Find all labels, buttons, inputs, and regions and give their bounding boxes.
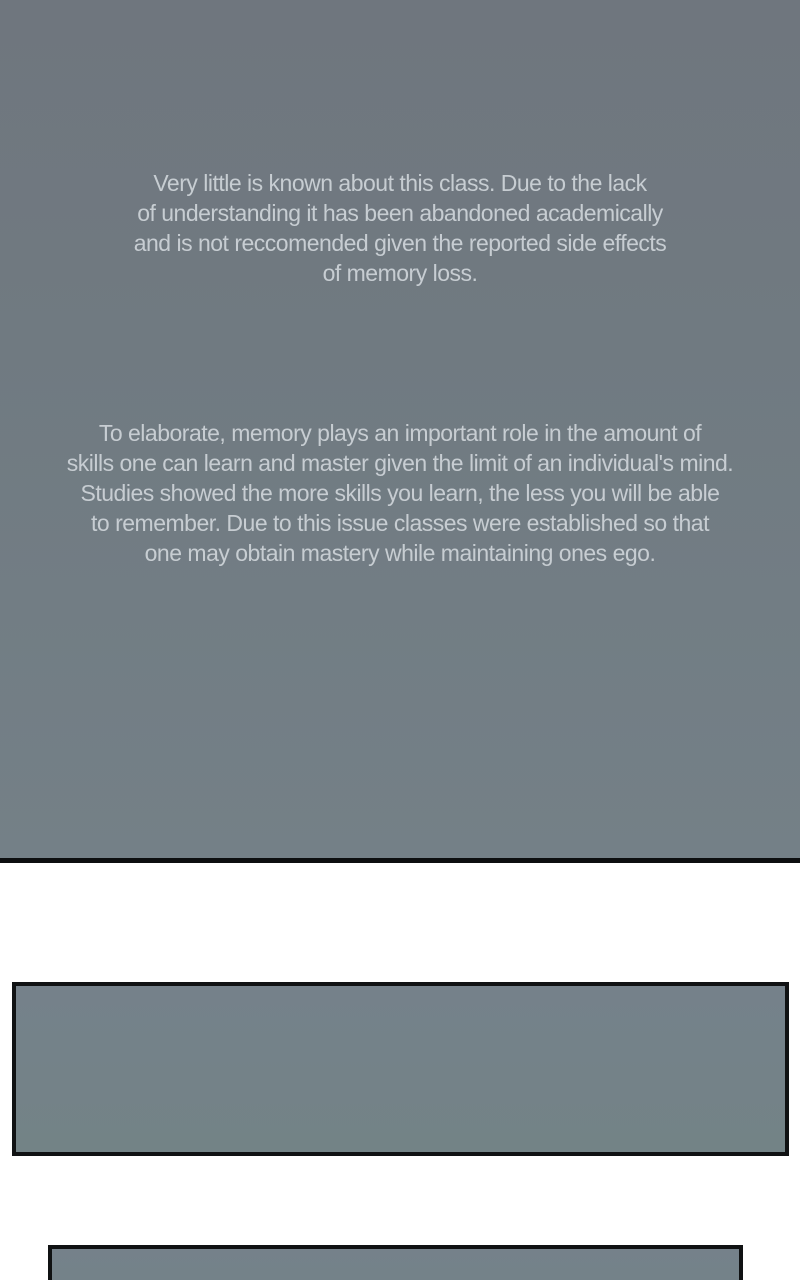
narration-line: Very little is known about this class. Due to the lack: [153, 170, 647, 196]
narration-line: to remember. Due to this issue classes were established so that: [91, 510, 709, 536]
narration-line: and is not reccomended given the reported side effects: [133, 230, 667, 256]
narration-block-1: [0, 168, 800, 288]
story-panel-empty-2: [48, 1245, 743, 1280]
narration-line: of understanding it has been abandoned academically: [137, 200, 663, 226]
narration-line: To elaborate, memory plays an important role in the amount of: [98, 420, 702, 446]
narration-line: of memory loss.: [322, 260, 478, 286]
narration-block-2: [0, 418, 800, 568]
narration-line: one may obtain mastery while maintaining ones ego.: [144, 540, 656, 566]
story-panel-empty-1: [12, 982, 789, 1156]
narration-line: Studies showed the more skills you learn, the less you will be able: [80, 480, 720, 506]
narration-line: skills one can learn and master given the limit of an individual's mind.: [66, 450, 734, 476]
